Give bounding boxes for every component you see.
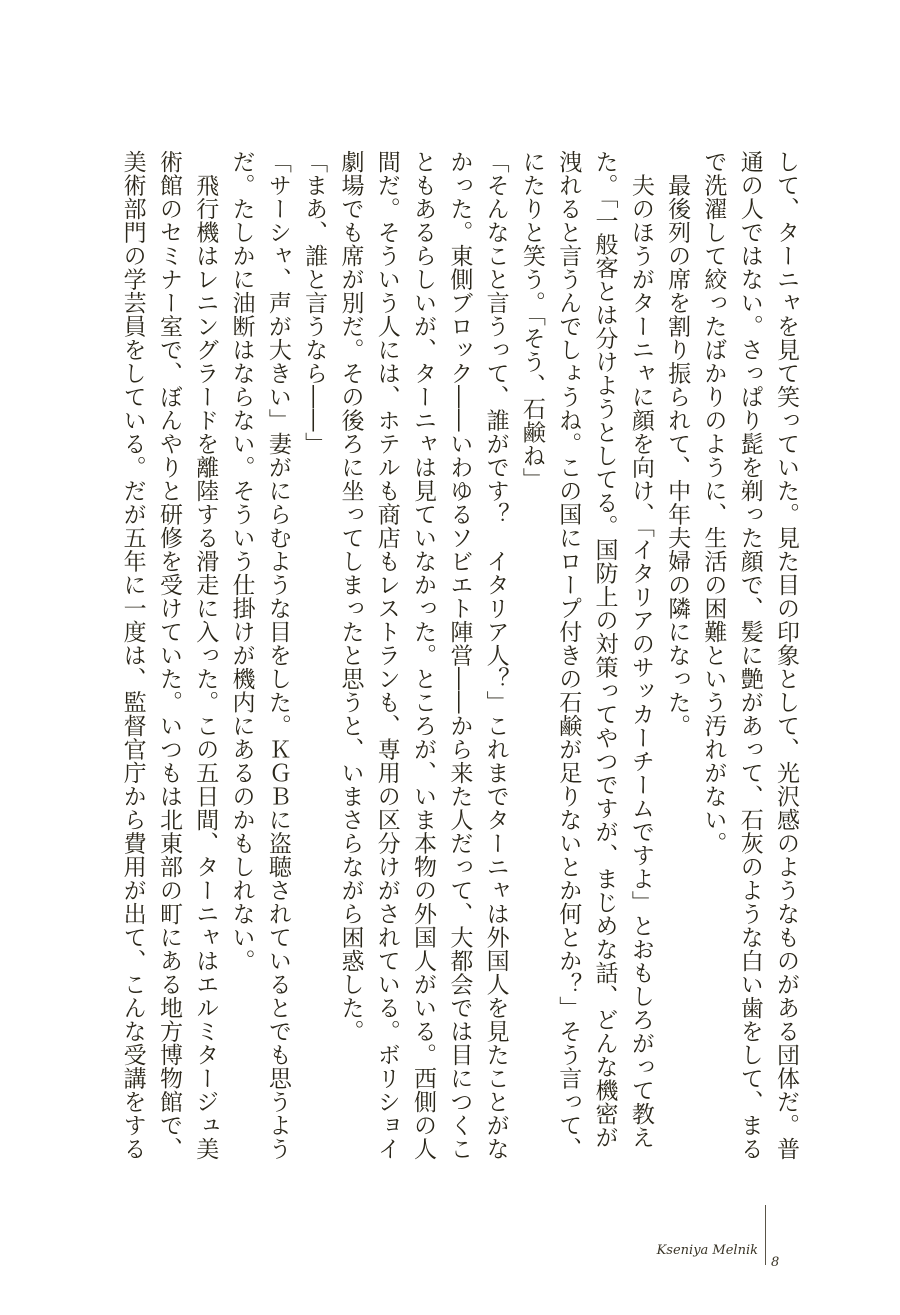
- text-line: 「サーシャ、声が大きい」妻がにらむような目をした。ＫＧＢに盗聴されているとでも思うよう: [264, 150, 291, 1161]
- text-line: にたりと笑う。「そう、石鹸ね」: [518, 150, 545, 491]
- text-line: 術館のセミナー室で、ぼんやりと研修を受けていた。いつもは北東部の町にある地方博物館で、: [155, 150, 182, 1161]
- text-line: 間だ。そういう人には、ホテルも商店もレストランも、専用の区分けがされている。ボリショイ: [373, 150, 400, 1161]
- text-line: 飛行機はレニングラードを離陸する滑走に入った。この五日間、ターニャはエルミタージュ美: [192, 150, 219, 1161]
- text-line: 「そんなこと言うって、誰がです？ イタリア人？」これまでターニャは外国人を見たことがな: [482, 150, 509, 1161]
- text-line: 夫のほうがターニャに顔を向け、「イタリアのサッカーチームですよ」とおもしろがって教え: [627, 150, 654, 1149]
- text-line: かった。東側ブロック――いわゆるソビエト陣営――から来た人だって、大都会では目につくこ: [446, 150, 473, 1161]
- text-line: ともあるらしいが、ターニャは見ていなかった。ところが、いま本物の外国人がいる。西側の人: [410, 150, 437, 1161]
- running-author: Kseniya Melnik: [656, 1243, 758, 1258]
- text-line: た。「一般客とは分けようとしてる。国防上の対策ってやつですが、まじめな話、どんな機密が: [591, 150, 618, 1149]
- text-line: 「まあ、誰と言うなら――」: [301, 150, 328, 456]
- page-footer: [0, 1205, 900, 1270]
- footer-divider: [765, 1205, 766, 1265]
- text-line: 通の人ではない。さっぱり髭を剃った顔で、髪に艶があって、石灰のような白い歯をして、まる: [736, 150, 763, 1161]
- text-line: 最後列の席を割り振られて、中年夫婦の隣になった。: [664, 150, 691, 738]
- text-line: 洩れると言うんでしょうね。この国にロープ付きの石鹸が足りないとか何とか？」そう言って、: [555, 150, 582, 1161]
- body-text: [114, 150, 804, 1161]
- text-line: だ。たしかに油断はならない。そういう仕掛けが機内にあるのかもしれない。: [228, 150, 255, 973]
- text-line: 美術部門の学芸員をしている。だが五年に一度は、監督官庁から費用が出て、こんな受講をする: [119, 150, 146, 1161]
- page-number: 8: [771, 1255, 780, 1270]
- text-line: で洗濯して絞ったばかりのように、生活の困難という汚れがない。: [700, 150, 727, 855]
- text-line: して、ターニャを見て笑っていた。見た目の印象として、光沢感のようなものがある団体だ。普: [773, 150, 799, 1161]
- text-line: 劇場でも席が別だ。その後ろに坐ってしまったと思うと、いまさらながら困惑した。: [337, 150, 364, 1043]
